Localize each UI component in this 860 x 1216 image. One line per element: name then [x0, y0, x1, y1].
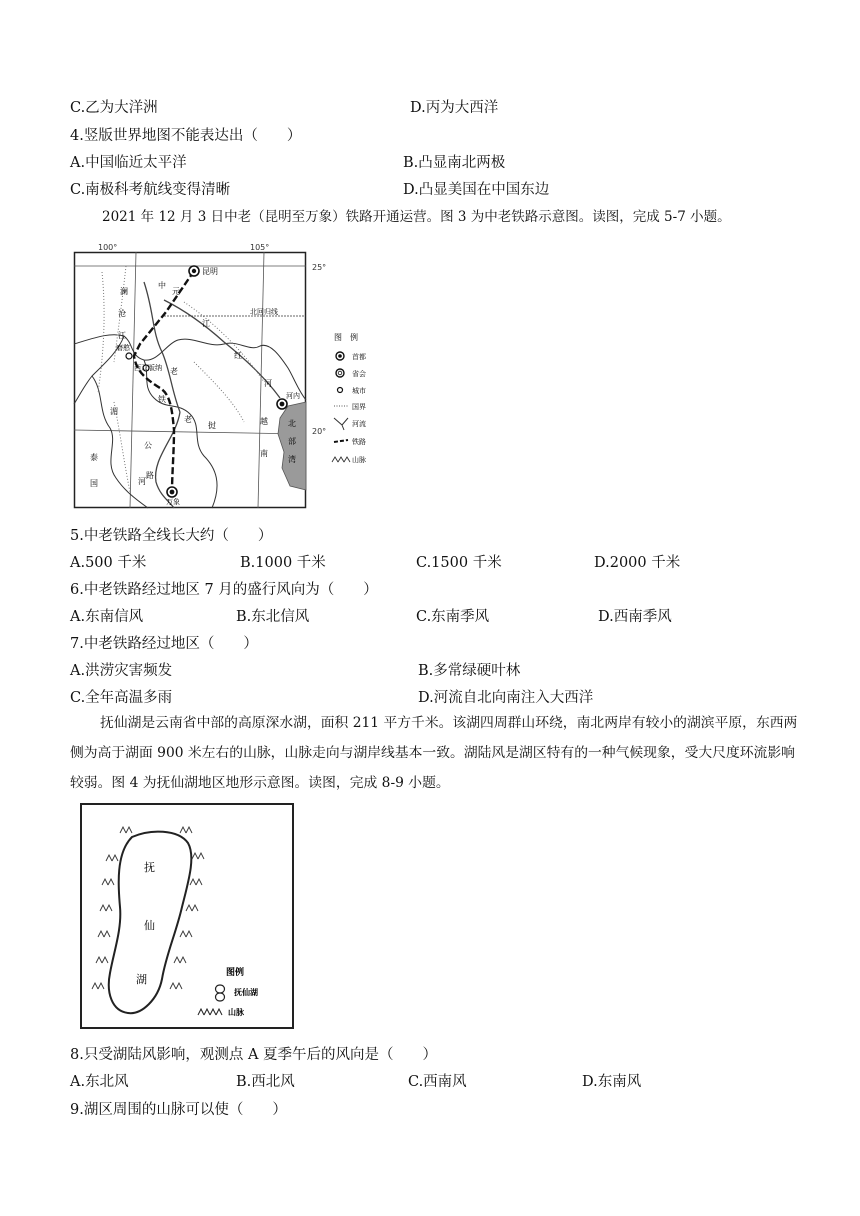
- kunming-marker-dot: [192, 269, 196, 273]
- q6-option-b: B.东北信风: [236, 609, 310, 625]
- legend-river: 河流: [352, 420, 366, 428]
- lao-char-1: 老: [184, 415, 192, 424]
- railway-char-tie: 铁: [158, 395, 166, 404]
- lancang-char-2: 沧: [118, 309, 126, 318]
- yue-char-2: 南: [260, 449, 268, 458]
- vientiane-label: 万象: [166, 498, 180, 506]
- legend-railway: 铁路: [352, 438, 366, 446]
- lancang-char-3: 江: [118, 331, 126, 340]
- legend-city: 城市: [352, 387, 366, 395]
- mekong-char-3: 河: [138, 477, 146, 486]
- gulf-char-1: 北: [288, 419, 296, 428]
- china-laos-railway-map: [74, 243, 327, 508]
- gulf-char-2: 部: [288, 437, 296, 446]
- city-icon: [338, 388, 343, 393]
- legend-provincial-capital: 省会: [352, 370, 366, 378]
- q8-stem: 8.只受湖陆风影响，观测点 A 夏季午后的风向是（ ）: [70, 1047, 438, 1063]
- railway-char-lu: 路: [146, 471, 154, 480]
- map2-legend-title: 图例: [226, 968, 245, 978]
- xishuangbanna-marker-icon: [126, 353, 132, 359]
- q5-option-c: C.1500 千米: [416, 555, 502, 571]
- red-river-char-3: 红: [234, 351, 242, 360]
- q4-option-a: A.中国临近太平洋: [70, 155, 187, 171]
- mekong-char-2: 公: [144, 441, 152, 450]
- intro-questions-5-7: 2021 年 12 月 3 日中老（昆明至万象）铁路开通运营。图 3 为中老铁路示意图。读图，完成 5-7 小题。: [102, 209, 731, 225]
- railway-char-lao: 老: [170, 367, 178, 376]
- legend-border: 国界: [352, 403, 366, 411]
- q8-option-c: C.西南风: [408, 1074, 467, 1090]
- xishuangbanna-label: 西双版纳: [134, 364, 162, 372]
- q7-option-d: D.河流自北向南注入大西洋: [418, 690, 594, 706]
- intro-questions-8-9: 抚仙湖是云南省中部的高原深水湖，面积 211 平方千米。该湖四周群山环绕，南北两岸有较小的湖滨平原，东西两侧为高于湖面 900 米左右的山脉，山脉走向与湖岸线基本一致。湖陆风是湖区特有的一种气候现象，受大尺度环流影响较弱。图 4 为抚仙湖地区地形示意图。读图，完成 8-9 小题。: [70, 715, 798, 791]
- lake-char-3: 湖: [136, 973, 147, 986]
- q5-option-a: A.500 千米: [70, 555, 147, 571]
- q9-stem: 9.湖区周围的山脉可以使（ ）: [70, 1102, 287, 1118]
- lake-char-2: 仙: [144, 919, 155, 932]
- tropic-label: 北回归线: [250, 308, 278, 316]
- yue-char-1: 越: [260, 417, 268, 426]
- lon-label-105: 105°: [250, 243, 270, 252]
- red-river-char-2: 江: [202, 319, 210, 328]
- q6-stem: 6.中老铁路经过地区 7 月的盛行风向为（ ）: [70, 582, 378, 598]
- lat-label-25: 25°: [312, 263, 327, 272]
- q3-option-d: D.丙为大西洋: [410, 100, 499, 116]
- q7-option-c: C.全年高温多雨: [70, 690, 173, 706]
- river-icon: [334, 418, 348, 430]
- fuxian-lake-map: [80, 803, 294, 1029]
- q5-option-b: B.1000 千米: [240, 555, 326, 571]
- lon-label-100: 100°: [98, 243, 118, 252]
- lao-char-2: 挝: [208, 421, 216, 430]
- q6-option-c: C.东南季风: [416, 609, 490, 625]
- kunming-label: 昆明: [202, 267, 218, 276]
- legend-mountain: 山脉: [352, 456, 366, 464]
- mountain-icon: [332, 457, 350, 462]
- q7-stem: 7.中老铁路经过地区（ ）: [70, 636, 258, 652]
- q8-option-a: A.东北风: [70, 1074, 129, 1090]
- q4-option-d: D.凸显美国在中国东边: [403, 182, 550, 198]
- q8-option-b: B.西北风: [236, 1074, 295, 1090]
- mohan-label: 磨憨: [116, 344, 130, 352]
- thai-char-1: 泰: [90, 453, 98, 462]
- provincial-capital-inner: [338, 371, 342, 375]
- hanoi-label: 河内: [286, 392, 300, 400]
- lake-char-1: 抚: [144, 861, 155, 874]
- vientiane-marker-dot: [170, 490, 175, 495]
- q8-option-d: D.东南风: [582, 1074, 642, 1090]
- railway-char-zhong: 中: [158, 281, 166, 290]
- q5-option-d: D.2000 千米: [594, 555, 681, 571]
- legend-title: 图 例: [334, 333, 358, 342]
- thai-char-2: 国: [90, 479, 98, 488]
- lancang-char-1: 澜: [120, 287, 128, 296]
- capital-dot: [338, 354, 342, 358]
- q7-option-b: B.多常绿硬叶林: [418, 663, 521, 679]
- q6-option-d: D.西南季风: [598, 609, 672, 625]
- q6-option-a: A.东南信风: [70, 609, 144, 625]
- railway-icon: [334, 440, 348, 442]
- map1-legend: [306, 330, 396, 480]
- legend-capital: 首都: [352, 353, 366, 361]
- q4-option-b: B.凸显南北两极: [403, 155, 506, 171]
- q7-option-a: A.洪涝灾害频发: [70, 663, 173, 679]
- hanoi-marker-dot: [280, 402, 285, 407]
- map2-legend-lake: 抚仙湖: [234, 988, 258, 997]
- railway-char-1: 元: [172, 287, 180, 296]
- q3-option-c: C.乙为大洋洲: [70, 100, 158, 116]
- q4-option-c: C.南极科考航线变得清晰: [70, 182, 231, 198]
- q4-stem: 4.竖版世界地图不能表达出（ ）: [70, 128, 302, 144]
- gulf-char-3: 湾: [288, 455, 296, 464]
- q5-stem: 5.中老铁路全线长大约（ ）: [70, 528, 273, 544]
- lat-label-20: 20°: [312, 427, 327, 436]
- red-river-char-4: 河: [264, 379, 272, 388]
- mekong-char-1: 湄: [110, 407, 118, 416]
- map2-legend-mountain: 山脉: [228, 1008, 244, 1017]
